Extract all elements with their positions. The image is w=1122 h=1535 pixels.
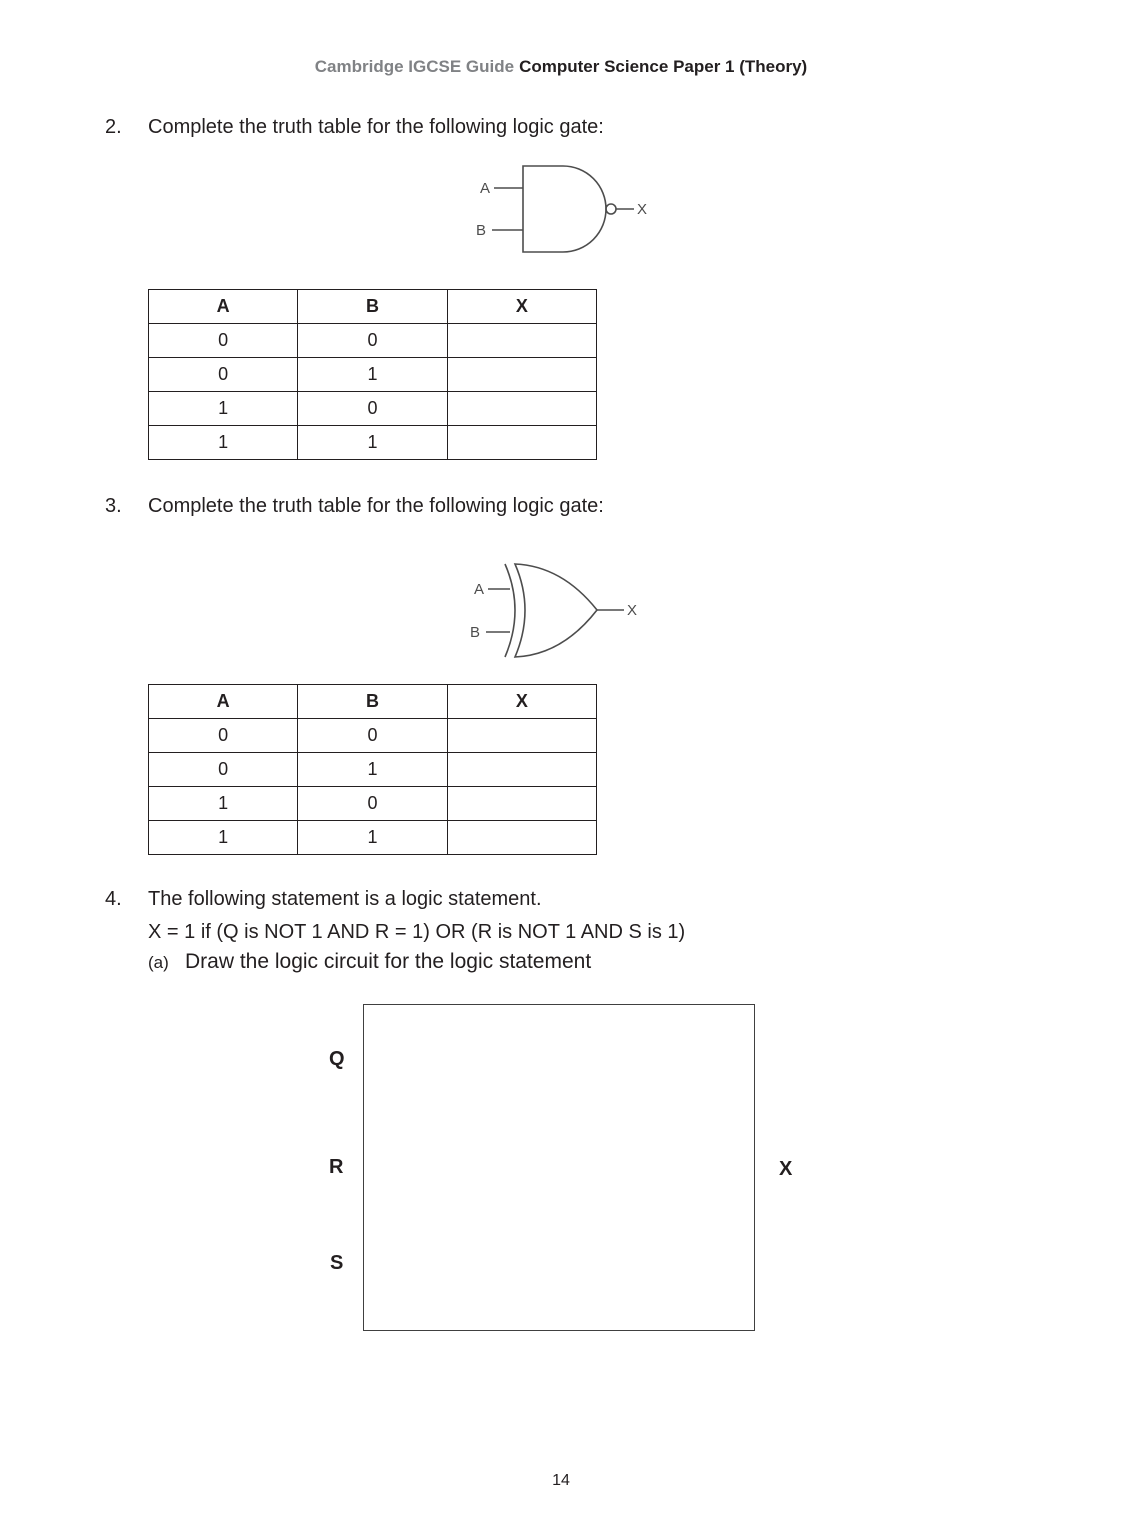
xor-input-a-label: A: [474, 581, 485, 598]
cell-a: 1: [149, 426, 298, 460]
xor-gate-diagram: [460, 556, 675, 666]
answer-cell: [447, 426, 596, 460]
answer-cell: [447, 753, 596, 787]
question-2-row: [105, 116, 604, 139]
page-number: 14: [552, 1472, 570, 1489]
cell-a: 1: [149, 787, 298, 821]
answer-cell: [447, 324, 596, 358]
nand-gate-body: [523, 166, 606, 252]
page-header: [0, 57, 1122, 77]
question-4-row: [105, 888, 542, 911]
question-4-number: 4.: [105, 888, 122, 910]
column-header-x: X: [447, 290, 596, 324]
nand-gate-diagram: [466, 158, 671, 260]
truth-table-q2: [148, 289, 597, 460]
answer-cell: [447, 821, 596, 855]
table-row: [149, 753, 597, 787]
column-header-b: B: [298, 685, 447, 719]
question-3-row: [105, 495, 604, 518]
logic-statement: X = 1 if (Q is NOT 1 AND R = 1) OR (R is NOT 1 AND S is 1): [148, 921, 686, 943]
part-a-text: Draw the logic circuit for the logic statement: [185, 950, 592, 973]
part-a-label: (a): [148, 953, 169, 972]
nand-input-b-label: B: [476, 222, 487, 239]
circuit-drawing-box: [363, 1004, 755, 1331]
cell-a: 0: [149, 719, 298, 753]
table-row: [149, 358, 597, 392]
xor-input-b-label: B: [470, 624, 481, 641]
cell-b: 0: [298, 719, 447, 753]
output-x-label: X: [779, 1158, 793, 1180]
column-header-a: A: [149, 685, 298, 719]
cell-b: 0: [298, 392, 447, 426]
answer-cell: [447, 358, 596, 392]
column-header-x: X: [447, 685, 596, 719]
answer-cell: [447, 719, 596, 753]
question-3-prompt: Complete the truth table for the following logic gate:: [148, 495, 604, 517]
xor-extra-input-curve: [505, 564, 515, 657]
question-2-number: 2.: [105, 116, 122, 138]
cell-b: 1: [298, 821, 447, 855]
cell-b: 1: [298, 358, 447, 392]
table-row: [149, 392, 597, 426]
answer-cell: [447, 392, 596, 426]
nand-input-a-label: A: [480, 180, 491, 197]
table-row: [149, 324, 597, 358]
cell-a: 1: [149, 821, 298, 855]
table-header-row: [149, 685, 597, 719]
nand-inversion-bubble-icon: [606, 204, 616, 214]
question-4-intro: The following statement is a logic statement.: [148, 888, 542, 910]
table-header-row: [149, 290, 597, 324]
header-brand: Cambridge IGCSE Guide: [314, 57, 515, 76]
table-row: [149, 426, 597, 460]
column-header-b: B: [298, 290, 447, 324]
input-s-label: S: [330, 1252, 344, 1274]
column-header-a: A: [149, 290, 298, 324]
header-title: Computer Science Paper 1 (Theory): [519, 57, 808, 76]
cell-a: 1: [149, 392, 298, 426]
answer-cell: [447, 787, 596, 821]
xor-output-label: X: [627, 602, 638, 619]
xor-gate-body: [515, 564, 597, 657]
input-r-label: R: [329, 1156, 344, 1178]
question-3-number: 3.: [105, 495, 122, 517]
input-q-label: Q: [329, 1048, 345, 1070]
table-row: [149, 821, 597, 855]
cell-a: 0: [149, 753, 298, 787]
cell-b: 0: [298, 787, 447, 821]
cell-a: 0: [149, 358, 298, 392]
question-2-prompt: Complete the truth table for the following logic gate:: [148, 116, 604, 138]
table-row: [149, 719, 597, 753]
cell-b: 1: [298, 753, 447, 787]
cell-b: 1: [298, 426, 447, 460]
truth-table-q3: [148, 684, 597, 855]
table-row: [149, 787, 597, 821]
cell-b: 0: [298, 324, 447, 358]
cell-a: 0: [149, 324, 298, 358]
nand-output-label: X: [637, 201, 648, 218]
question-4a-row: [148, 950, 591, 974]
